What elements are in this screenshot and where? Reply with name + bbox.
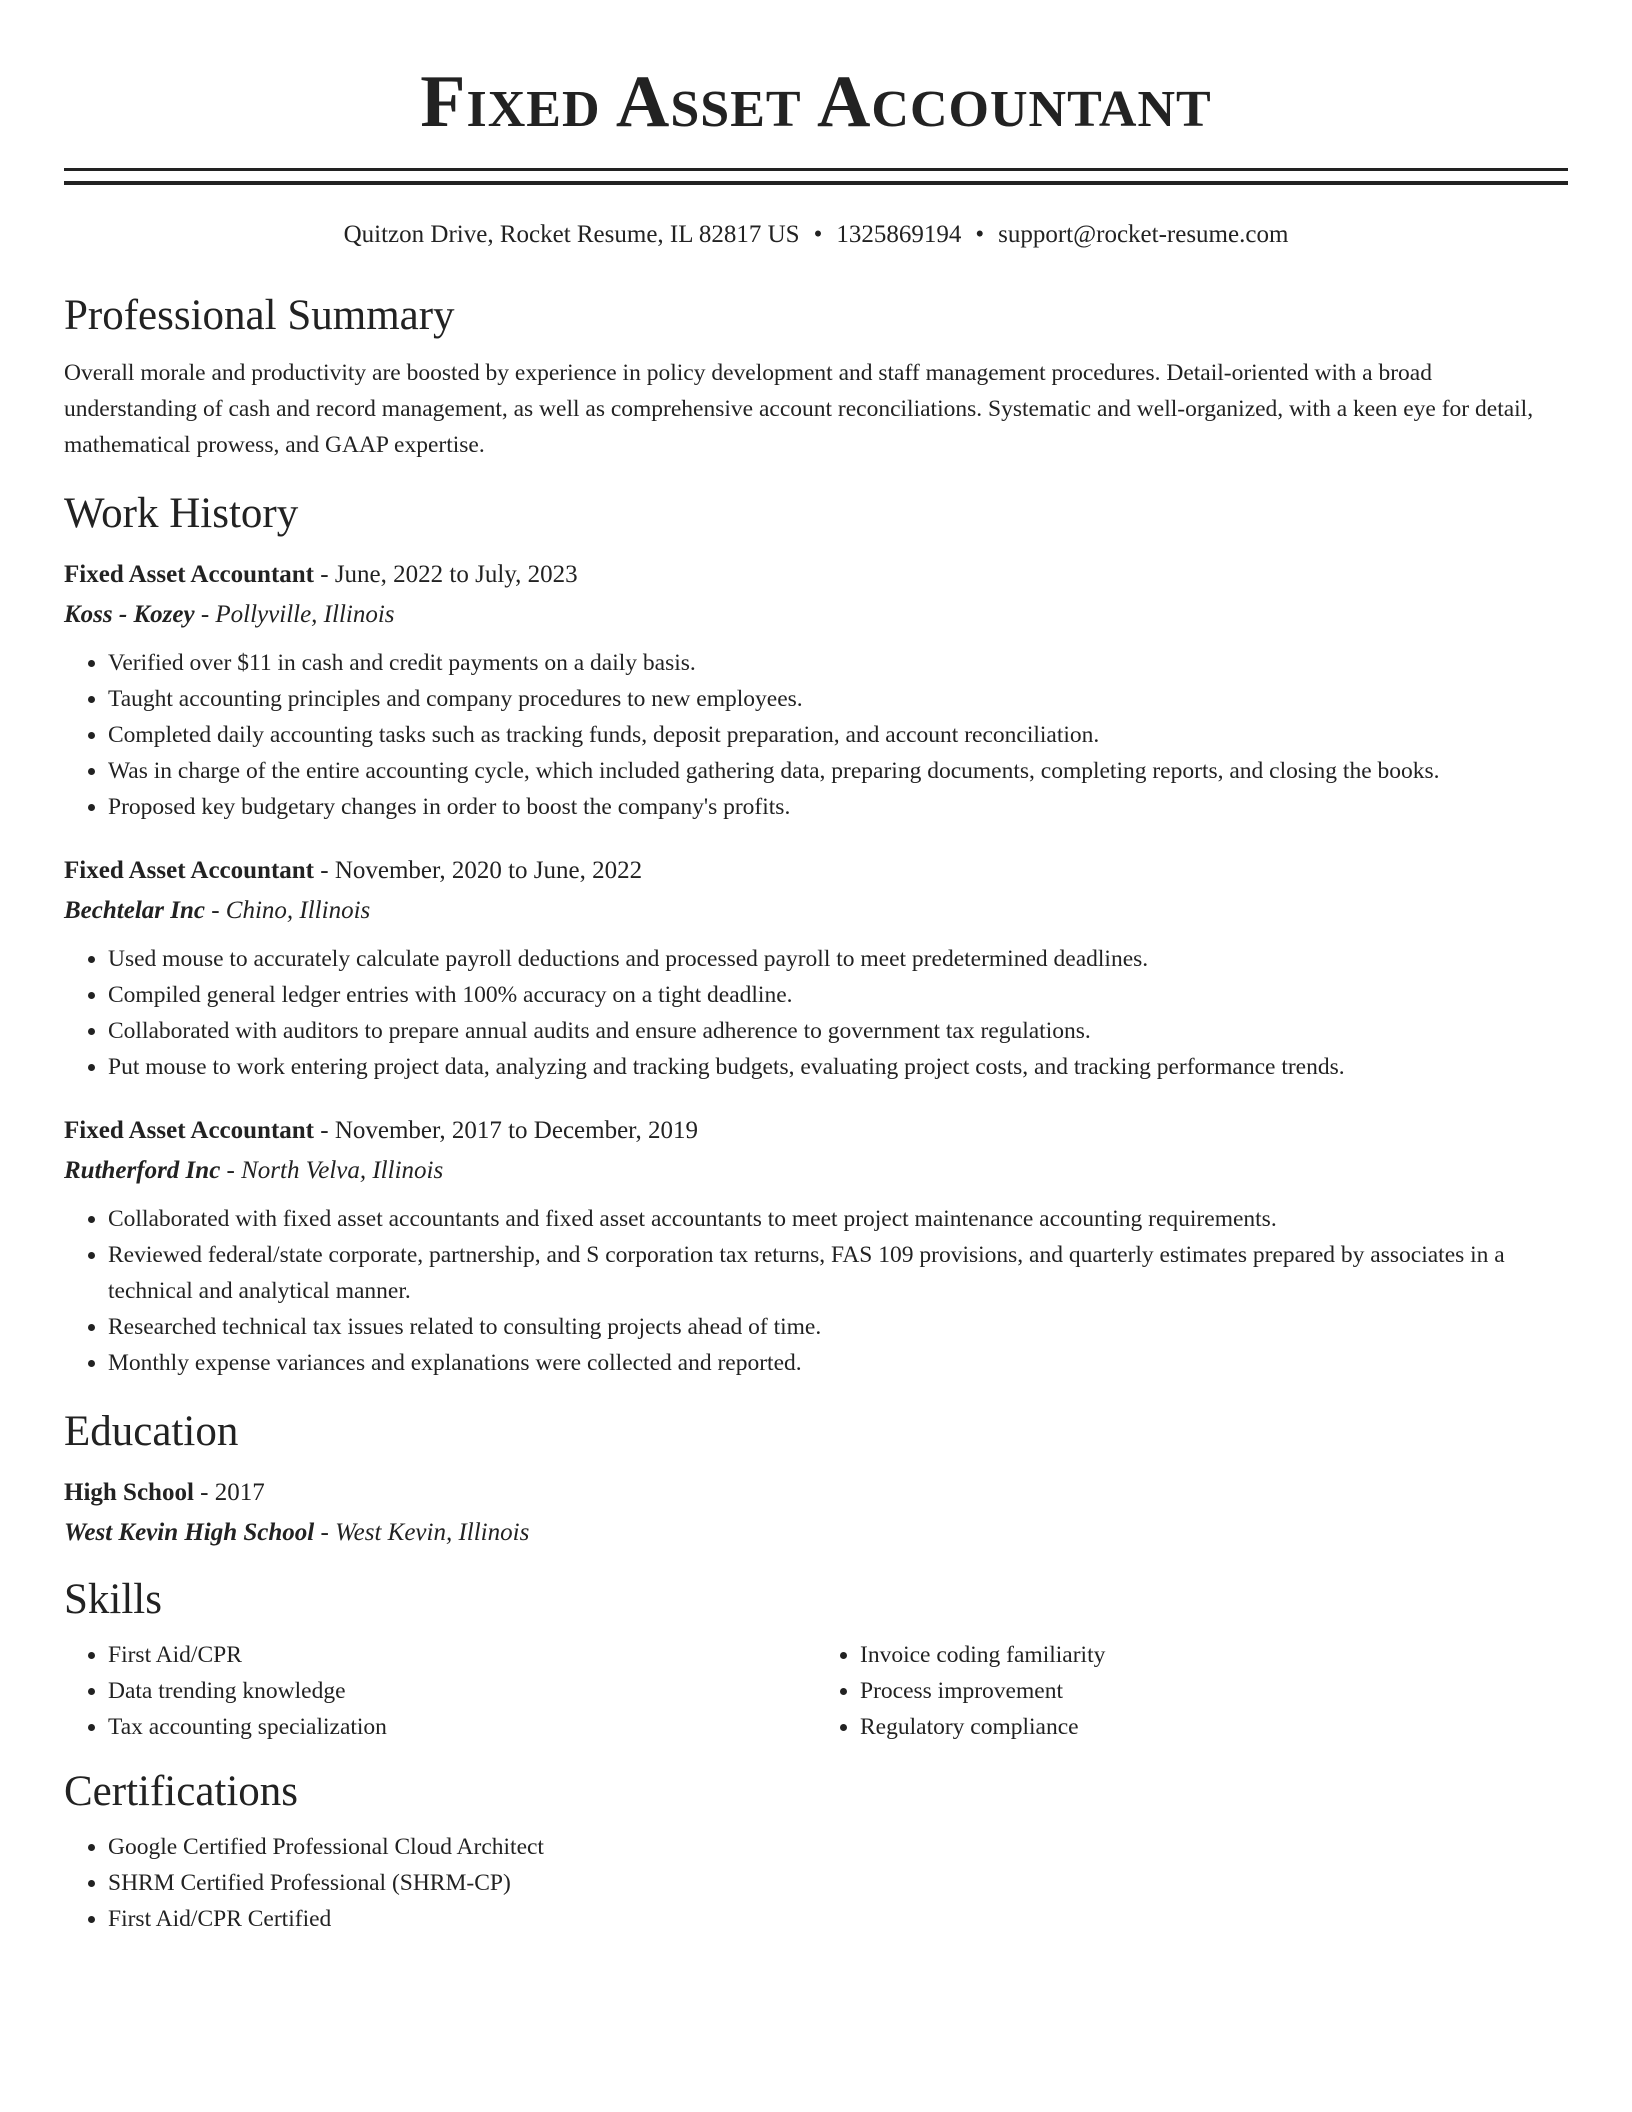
- summary-heading: Professional Summary: [64, 292, 455, 339]
- education-entry: [64, 1473, 1568, 1553]
- contact-separator: •: [975, 221, 985, 248]
- job-company: Koss - Kozey: [64, 601, 195, 628]
- list-item: • First Aid/CPR: [108, 1637, 816, 1673]
- education-school-line: [64, 1513, 1568, 1553]
- job-location: - Chino, Illinois: [204, 897, 371, 924]
- job-bullets: [64, 941, 1568, 1085]
- job-dates: - November, 2017 to December, 2019: [314, 1117, 698, 1144]
- work-history-heading: Work History: [64, 490, 299, 537]
- list-item: • Completed daily accounting tasks such as tracking funds, deposit preparation, and account reconciliation.: [108, 717, 1568, 753]
- list-item: • Collaborated with fixed asset accountants and fixed asset accountants to meet project maintenance accounting requirements.: [108, 1201, 1568, 1237]
- list-item: • Reviewed federal/state corporate, partnership, and S corporation tax returns, FAS 109 provisions, and quarterly estimates prepared by associates in a technical and analytical manner.: [108, 1237, 1568, 1309]
- job-entry: [64, 851, 1568, 1085]
- skills-heading: Skills: [64, 1576, 162, 1623]
- job-company: Bechtelar Inc: [64, 897, 205, 924]
- job-title-line: [64, 851, 1568, 891]
- education-heading: Education: [64, 1408, 239, 1455]
- job-dates: - November, 2020 to June, 2022: [314, 857, 643, 884]
- list-item: • Invoice coding familiarity: [860, 1637, 1568, 1673]
- list-item: • Used mouse to accurately calculate payroll deductions and processed payroll to meet predetermined deadlines.: [108, 941, 1568, 977]
- job-company-line: [64, 1151, 1568, 1191]
- list-item: • SHRM Certified Professional (SHRM-CP): [108, 1865, 1568, 1901]
- job-bullets: [64, 645, 1568, 825]
- skills-list-left: [64, 1637, 816, 1745]
- job-entry: [64, 555, 1568, 825]
- contact-line: [64, 219, 1568, 251]
- job-location: - Pollyville, Illinois: [194, 601, 395, 628]
- list-item: • Compiled general ledger entries with 100% accuracy on a tight deadline.: [108, 977, 1568, 1013]
- list-item: • Verified over $11 in cash and credit payments on a daily basis.: [108, 645, 1568, 681]
- list-item: • Google Certified Professional Cloud Architect: [108, 1829, 1568, 1865]
- education-location: - West Kevin, Illinois: [314, 1519, 530, 1546]
- list-item: • First Aid/CPR Certified: [108, 1901, 1568, 1937]
- education-degree-line: [64, 1473, 1568, 1513]
- job-company-line: [64, 891, 1568, 931]
- job-company-line: [64, 595, 1568, 635]
- education-degree: High School: [64, 1479, 194, 1506]
- job-title-line: [64, 555, 1568, 595]
- contact-address: Quitzon Drive, Rocket Resume, IL 82817 US: [343, 221, 800, 248]
- job-location: - North Velva, Illinois: [220, 1157, 444, 1184]
- list-item: • Researched technical tax issues related to consulting projects ahead of time.: [108, 1309, 1568, 1345]
- certifications-list: [64, 1829, 1568, 1937]
- list-item: • Data trending knowledge: [108, 1673, 816, 1709]
- contact-separator: •: [813, 221, 823, 248]
- certifications-heading: Certifications: [64, 1768, 299, 1815]
- skills-list-right: [816, 1637, 1568, 1745]
- job-role: Fixed Asset Accountant: [64, 561, 314, 588]
- list-item: • Regulatory compliance: [860, 1709, 1568, 1745]
- contact-email: support@rocket-resume.com: [998, 221, 1289, 248]
- job-bullets: [64, 1201, 1568, 1381]
- resume-name: Fixed Asset Accountant: [420, 61, 1212, 143]
- job-title-line: [64, 1111, 1568, 1151]
- education-year: - 2017: [193, 1479, 265, 1506]
- list-item: • Was in charge of the entire accounting cycle, which included gathering data, preparing documents, completing reports, and closing the books.: [108, 753, 1568, 789]
- list-item: • Taught accounting principles and company procedures to new employees.: [108, 681, 1568, 717]
- job-entry: [64, 1111, 1568, 1381]
- job-role: Fixed Asset Accountant: [64, 1117, 314, 1144]
- skills-grid: [64, 1637, 1568, 1745]
- list-item: • Monthly expense variances and explanations were collected and reported.: [108, 1345, 1568, 1381]
- list-item: • Proposed key budgetary changes in order to boost the company's profits.: [108, 789, 1568, 825]
- summary-text: Overall morale and productivity are boosted by experience in policy development and staff management procedures. Detail-oriented with a broad understanding of cash and record management, as well as comprehensive account reconciliations. Systematic and well-organized, with a keen eye for detail, mathematical prowess, and GAAP expertise.: [64, 360, 1534, 458]
- list-item: • Process improvement: [860, 1673, 1568, 1709]
- list-item: • Collaborated with auditors to prepare annual audits and ensure adherence to government tax regulations.: [108, 1013, 1568, 1049]
- list-item: • Put mouse to work entering project data, analyzing and tracking budgets, evaluating project costs, and tracking performance trends.: [108, 1049, 1568, 1085]
- header-divider: [64, 168, 1568, 185]
- job-company: Rutherford Inc: [64, 1157, 221, 1184]
- education-school: West Kevin High School: [64, 1519, 315, 1546]
- job-role: Fixed Asset Accountant: [64, 857, 314, 884]
- list-item: • Tax accounting specialization: [108, 1709, 816, 1745]
- contact-phone: 1325869194: [836, 221, 962, 248]
- job-dates: - June, 2022 to July, 2023: [314, 561, 578, 588]
